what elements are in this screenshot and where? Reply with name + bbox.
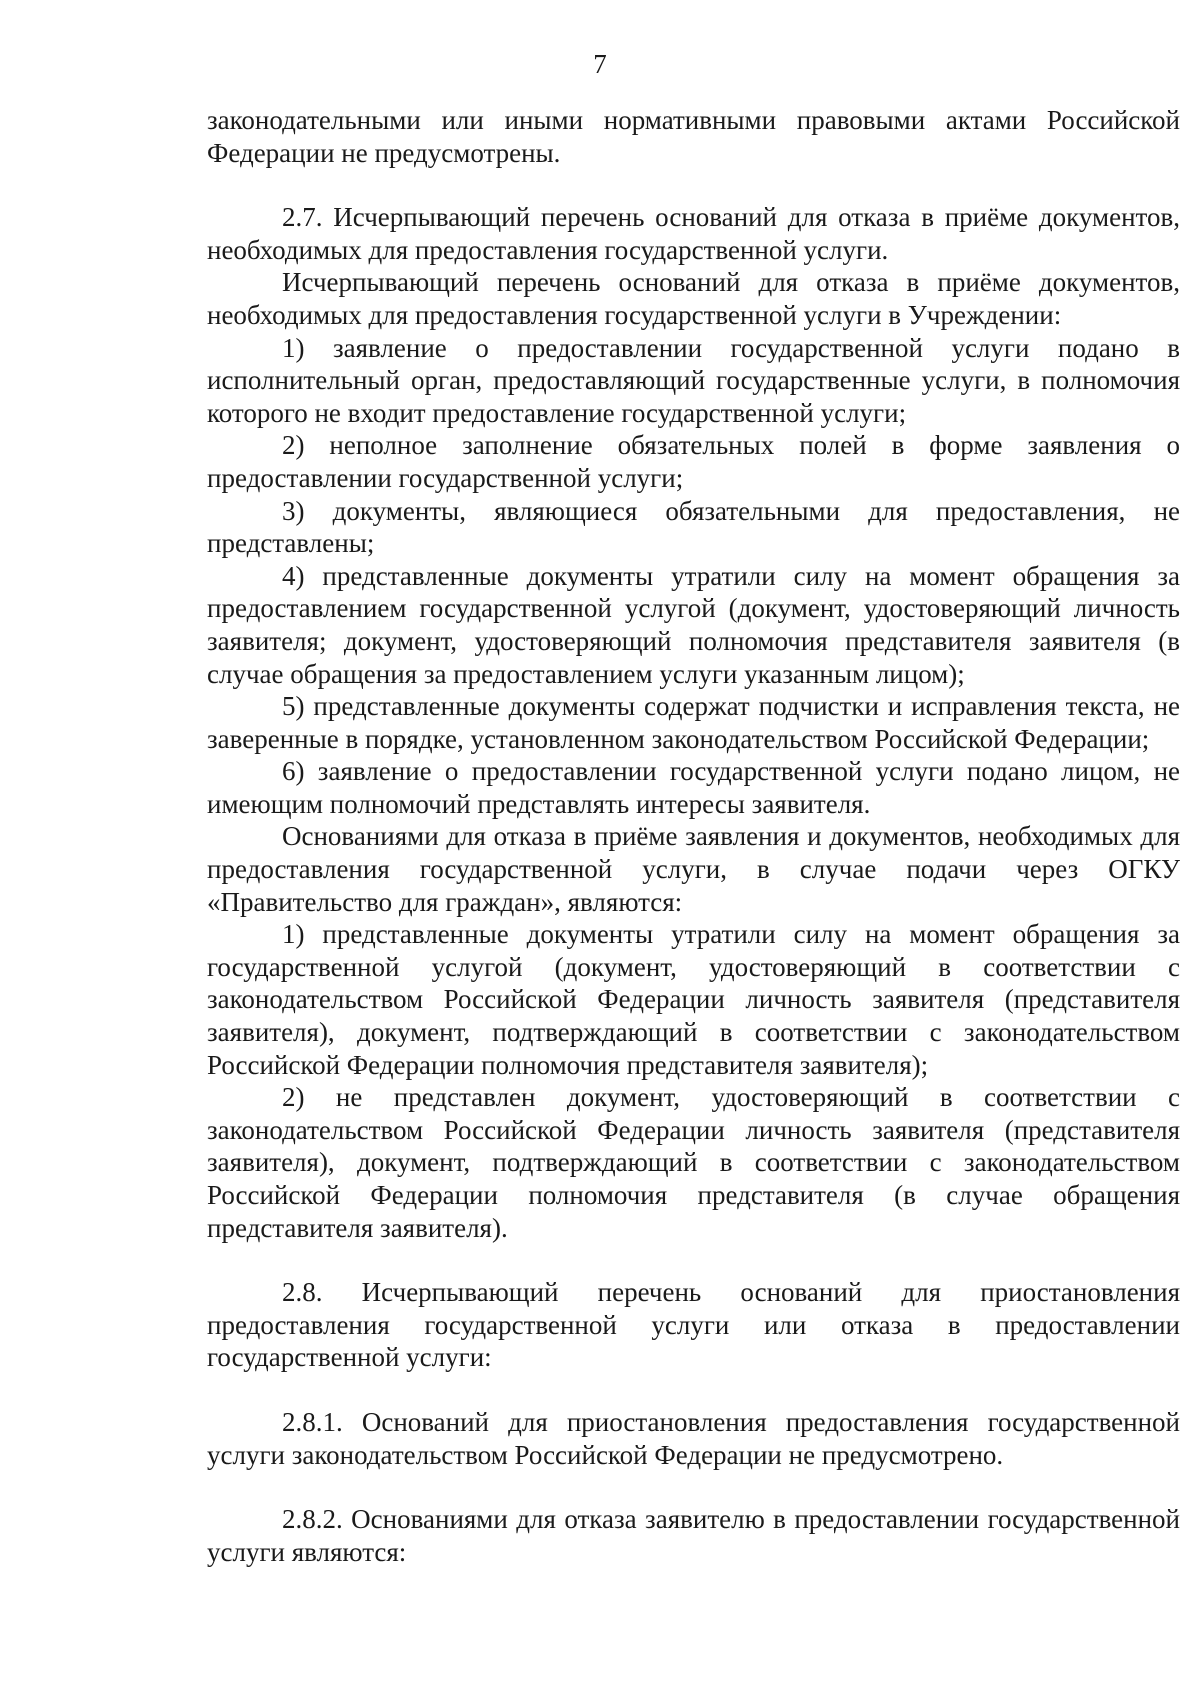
paragraph-ogku-grounds: Основаниями для отказа в приёме заявления и документов, необходимых для предоставления государственной услуги, в случае подачи через ОГКУ «Правительство для граждан», являются: (207, 821, 1180, 917)
document-body (207, 104, 1180, 1568)
paragraph-continuation: законодательными или иными нормативными правовыми актами Российской Федерации не предусмотрены. (207, 105, 1180, 168)
list-item-2: 2) неполное заполнение обязательных полей в форме заявления о предоставлении государственной услуги; (207, 430, 1180, 493)
list-item-5: 5) представленные документы содержат подчистки и исправления текста, не заверенные в порядке, установленном законодательством Российской Федерации; (207, 691, 1180, 754)
list-item-1: 1) заявление о предоставлении государственной услуги подано в исполнительный орган, предоставляющий государственные услуги, в полномочия которого не входит предоставление государственной услуги; (207, 332, 1180, 428)
list-item-3: 3) документы, являющиеся обязательными для предоставления, не представлены; (207, 495, 1180, 559)
section-2-8-1: 2.8.1. Оснований для приостановления предоставления государственной услуги законодательством Российской Федерации не предусмотрено. (207, 1406, 1180, 1470)
ogku-list-item-2: 2) не представлен документ, удостоверяющий в соответствии с законодательством Российской Федерации личность заявителя (представителя заявителя), документ, подтверждающий в соответствии с законодательством Российской Федерации полномочия представителя (в случае обращения представителя заявителя). (207, 1082, 1180, 1243)
section-2-8-heading: 2.8. Исчерпывающий перечень оснований для приостановления предоставления государственной услуги или отказа в предоставлении государственной услуги: (207, 1277, 1180, 1373)
section-2-8-2: 2.8.2. Основаниями для отказа заявителю в предоставлении государственной услуги являются: (207, 1504, 1180, 1567)
list-item-6: 6) заявление о предоставлении государственной услуги подано лицом, не имеющим полномочий представлять интересы заявителя. (207, 756, 1180, 819)
page-number: 7 (593, 49, 607, 79)
section-2-7-heading: 2.7. Исчерпывающий перечень оснований для отказа в приёме документов, необходимых для предоставления государственной услуги. (207, 202, 1180, 265)
list-item-4: 4) представленные документы утратили силу на момент обращения за предоставлением государственной услугой (документ, удостоверяющий личность заявителя; документ, удостоверяющий полномочия представителя заявителя (в случае обращения за предоставлением услуги указанным лицом); (207, 560, 1180, 689)
paragraph-institution-grounds: Исчерпывающий перечень оснований для отказа в приёме документов, необходимых для предоставления государственной услуги в Учреждении: (207, 267, 1180, 330)
ogku-list-item-1: 1) представленные документы утратили силу на момент обращения за государственной услугой (документ, удостоверяющий в соответствии с законодательством Российской Федерации личность заявителя (представителя заявителя), документ, подтверждающий в соответствии с законодательством Российской Федерации полномочия представителя заявителя); (207, 919, 1180, 1080)
